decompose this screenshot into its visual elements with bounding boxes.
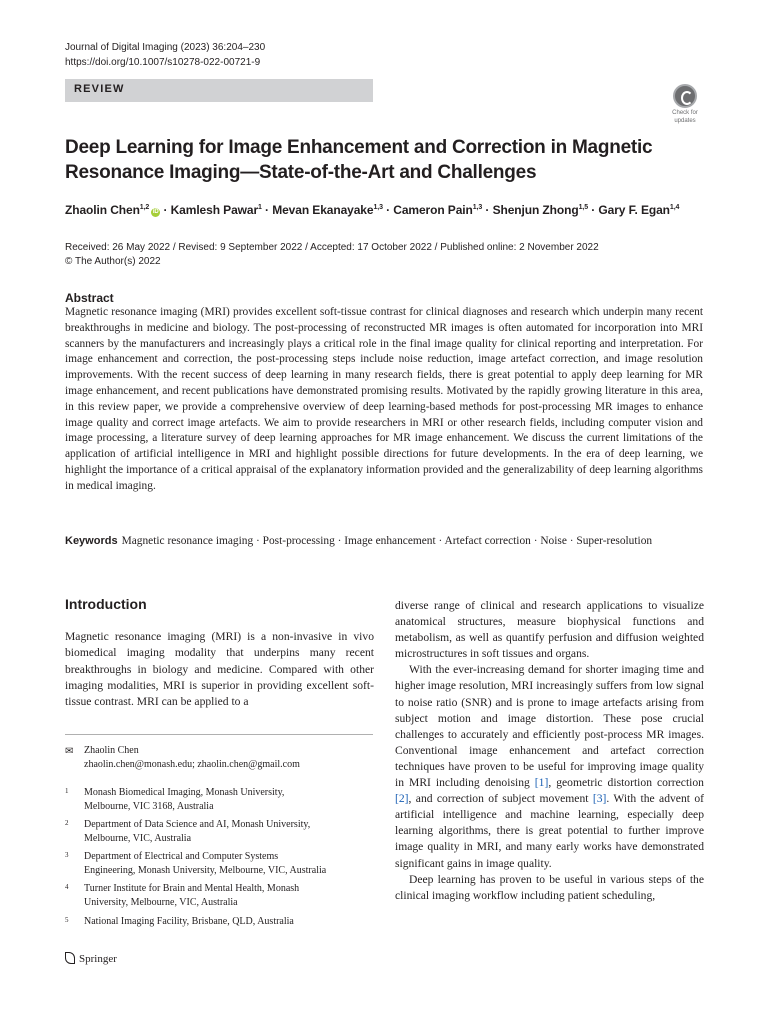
intro-text: With the ever-increasing demand for shorter imaging time and higher image resolution, MRI increasingly suffers from low signal to noise ratio (SNR) and is prone to image artefacts arising from subject motion and image distortion. These pose crucial challenges to accurately and efficiently post-process MR images. Conventional image enhancement and artefact correction techniques have proven to be useful for improving image quality in MRI including denoising	[395, 663, 704, 790]
affiliation-number: 1	[65, 787, 69, 795]
article-title: Deep Learning for Image Enhancement and Correction in Magnetic Resonance Imaging—State-of-the-Art and Challenges	[65, 137, 653, 183]
crossmark-icon	[673, 84, 697, 108]
affiliation-line: National Imaging Facility, Brisbane, QLD, Australia	[84, 916, 294, 927]
author-affiliation: 1	[258, 204, 262, 211]
affiliation-number: 4	[65, 883, 69, 891]
intro-text: . With the advent of artificial intelligence and machine learning, especially deep learning algorithms, there is great potential to further improve image quality in MRI, and many early works have demonstrated significant gains in image quality.	[395, 792, 704, 870]
intro-paragraph: diverse range of clinical and research applications to visualize anatomical structures, measure biophysical functions and metabolism, as well as quantify perfusion and diffusion weighted microstructures in soft tissues and organs.	[395, 599, 704, 661]
doi-link[interactable]: https://doi.org/10.1007/s10278-022-00721-9	[65, 57, 261, 68]
envelope-icon: ✉	[65, 746, 74, 757]
affiliation-number: 5	[65, 916, 69, 924]
affiliation-line: Melbourne, VIC 3168, Australia	[84, 801, 214, 812]
affiliation-line: Melbourne, VIC, Australia	[84, 833, 192, 844]
footnote-divider	[65, 734, 373, 735]
introduction-paragraph-left: Magnetic resonance imaging (MRI) is a non-invasive in vivo biomedical imaging modality that underpins many recent breakthroughs in biology and medicine. Compared with other imaging modalities, MRI is superior in providing excellent soft-tissue contrast. MRI can be applied to a	[65, 630, 374, 709]
check-updates-line-1: Check for	[672, 110, 698, 116]
affiliation-item	[65, 915, 374, 929]
author-name[interactable]: Zhaolin Chen	[65, 203, 140, 217]
affiliation-item	[65, 818, 374, 846]
date-history: Received: 26 May 2022 / Revised: 9 September 2022 / Accepted: 17 October 2022 / Published online: 2 November 2022	[65, 242, 599, 253]
check-updates-line-2: updates	[674, 118, 696, 124]
affiliation-item	[65, 850, 374, 878]
affiliation-line: Monash Biomedical Imaging, Monash University,	[84, 787, 285, 798]
author-name[interactable]: Shenjun Zhong	[492, 203, 579, 217]
keywords	[65, 533, 703, 549]
author-affiliation: 1,5	[578, 204, 589, 211]
corresponding-emails[interactable]: zhaolin.chen@monash.edu; zhaolin.chen@gmail.com	[84, 759, 300, 770]
keywords-list: Magnetic resonance imaging · Post-processing · Image enhancement · Artefact correction · Noise · Super-resolution	[121, 535, 653, 547]
author-list: Zhaolin Chen$^{1,2}$iD · Kamlesh Pawar$^1$ · Mevan Ekanayake$^{1,3}$ · Cameron Pain$^{1,3}$ · Shenjun Zhong$^{1,5}$ · Gary F. Egan$^{1,4}$	[65, 203, 680, 217]
keywords-heading: Keywords	[65, 535, 118, 547]
section-label: REVIEW	[74, 83, 125, 95]
check-for-updates-badge[interactable]	[667, 84, 703, 124]
intro-text: , geometric distortion correction	[548, 776, 704, 790]
journal-line: Journal of Digital Imaging (2023) 36:204–230	[65, 42, 266, 53]
citation-link[interactable]: [3]	[592, 792, 607, 806]
intro-paragraph: Deep learning has proven to be useful in various steps of the clinical imaging workflow including patient scheduling,	[395, 872, 704, 902]
affiliation-line: University, Melbourne, VIC, Australia	[84, 897, 238, 908]
author-affiliation: 1,2	[139, 204, 150, 211]
introduction-heading: Introduction	[65, 596, 147, 612]
abstract-heading: Abstract	[65, 291, 114, 305]
publisher-name: Springer	[79, 953, 117, 965]
author-name[interactable]: Mevan Ekanayake	[272, 203, 374, 217]
citation-link[interactable]: [1]	[534, 776, 549, 790]
intro-paragraph	[395, 662, 704, 871]
affiliation-number: 2	[65, 819, 69, 827]
abstract-body: Magnetic resonance imaging (MRI) provides excellent soft-tissue contrast for clinical diagnoses and research which underpin many recent breakthroughs in medicine and biology. The post-processing of reconstructed MR images is often automated for incorporation into MRI scanners by the manufacturers and increasingly plays a critical role in the final image quality for clinical reporting and interpretation. For image enhancement and correction, the post-processing steps include noise reduction, image artefact correction, and image resolution improvements. With the recent success of deep learning in many research fields, there is great potential to apply deep learning for MR image enhancement, and recent publications have demonstrated promising results. Motivated by the rapidly growing literature in this area, in this review paper, we provide a comprehensive overview of deep learning-based methods for post-processing MR images to enhance image quality and correct image artefacts. We aim to provide researchers in MRI or other research fields, including computer vision and image processing, a literature survey of deep learning approaches for MR image enhancement. We discuss the current limitations of the application of artificial intelligence in MRI and highlight possible directions for future developments. In the era of deep learning, we highlight the importance of a critical appraisal of the explanatory information provided and the generalizability of deep learning algorithms in medical imaging.	[65, 306, 703, 492]
author-name[interactable]: Gary F. Egan	[598, 203, 670, 217]
citation-link[interactable]: [2]	[395, 792, 409, 806]
orcid-icon[interactable]: iD	[152, 209, 159, 215]
author-affiliation: 1,3	[472, 204, 483, 211]
publication-history	[65, 241, 599, 269]
affiliation-line: Turner Institute for Brain and Mental Health, Monash	[84, 883, 300, 894]
affiliation-line: Department of Electrical and Computer Systems	[84, 851, 279, 862]
affiliation-number: 3	[65, 851, 69, 859]
springer-logo-icon	[65, 952, 75, 964]
affiliation-line: Department of Data Science and AI, Monash University,	[84, 819, 311, 830]
author-name[interactable]: Cameron Pain	[393, 203, 473, 217]
author-name[interactable]: Kamlesh Pawar	[170, 203, 259, 217]
affiliation-item	[65, 882, 374, 910]
journal-citation	[65, 40, 265, 70]
affiliation-item	[65, 786, 374, 814]
correspondence	[65, 744, 374, 772]
author-affiliation: 1,4	[669, 204, 680, 211]
introduction-right-column	[395, 598, 704, 904]
publisher-footer	[65, 952, 117, 965]
corresponding-author: Zhaolin Chen	[84, 745, 139, 756]
intro-text: , and correction of subject movement	[408, 792, 593, 806]
author-affiliation: 1,3	[373, 204, 383, 211]
copyright-line: © The Author(s) 2022	[65, 256, 161, 267]
affiliation-line: Engineering, Monash University, Melbourne, VIC, Australia	[84, 865, 327, 876]
section-banner	[65, 79, 373, 102]
